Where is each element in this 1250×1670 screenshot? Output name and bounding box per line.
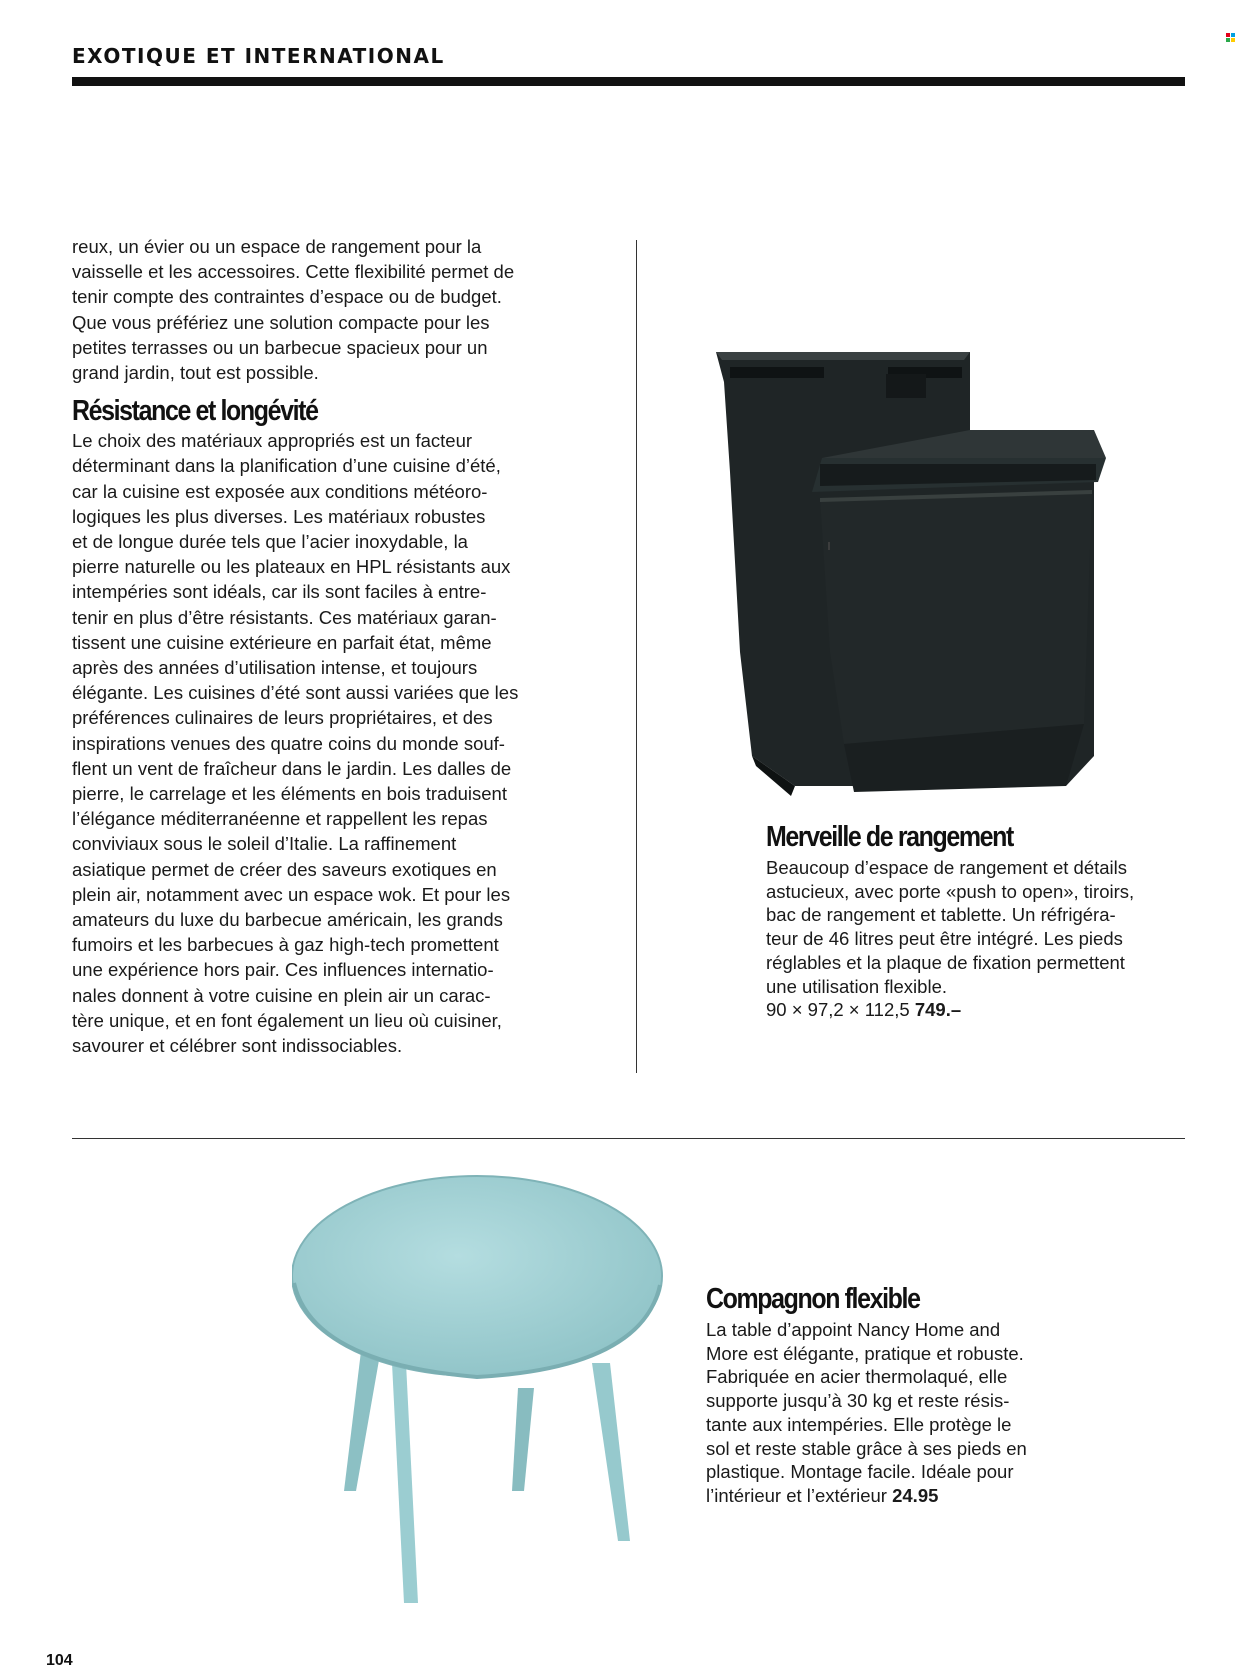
cabinet-description-text: Beaucoup d’espace de rangement et détails astucieux, avec porte «push to open», tiroirs, bac de rangement et tablette. Un réfrigéra- teur de 46 litres peut être intégré. Les pieds réglables et la plaque de fixation permettent une utilisation flexible. — [766, 857, 1135, 997]
column-divider — [636, 240, 637, 1073]
side-table-image — [292, 1173, 682, 1621]
section-title: EXOTIQUE ET INTERNATIONAL — [72, 44, 445, 68]
storage-cabinet-image — [712, 352, 1108, 822]
cabinet-description — [766, 856, 1166, 1022]
article-heading: Résistance et longévité — [72, 395, 318, 428]
cabinet-title: Merveille de rangement — [766, 821, 1013, 853]
cabinet-price: 749.– — [914, 999, 962, 1021]
header-rule — [72, 77, 1185, 86]
cabinet-caption — [766, 820, 1166, 1022]
table-title: Compagnon flexible — [706, 1283, 920, 1315]
table-description-text: La table d’appoint Nancy Home and More est élégante, pratique et robuste. Fabriquée en acier thermolaqué, elle supporte jusqu’à 30 kg et reste résis- tante aux intempéries. Elle protège le sol et reste stable grâce à ses pieds en plastique. Montage facile. Idéale pour l’intérieur et l’extérieur — [706, 1319, 1027, 1506]
article-column — [72, 234, 552, 1058]
article-body: Le choix des matériaux appropriés est un facteur déterminant dans la planification d’une cuisine d’été, car la cuisine est exposée aux conditions météoro- logiques les plus diverses. Les matériaux robustes et de longue durée tels que l’acier inoxydable, la pierre naturelle ou les plateaux en HPL résistants aux intempéries sont idéals, car ils sont faciles à entre- tenir en plus d’être résistants. Ces matériaux garan- tissent une cuisine extérieure en parfait état, même après des années d’utilisation intense, et toujours élégante. Les cuisines d’été sont aussi variées que les préférences culinaires de leurs propriétaires, et des inspirations venues des quatre coins du monde souf- flent un vent de fraîcheur dans le jardin. Les dalles de pierre, le carrelage et les éléments en bois traduisent l’élégance méditerranéenne et rappellent les repas conviviaux sous le soleil d’Italie. La raffinement asiatique permet de créer des saveurs exotiques en plein air, notamment avec un espace wok. Et pour les amateurs du luxe du barbecue américain, les grands fumoirs et les barbecues à gaz high-tech promettent une expérience hors pair. Ces influences internatio- nales donnent à votre cuisine en plein air un carac- tère unique, et en font également un lieu où cuisiner, savourer et célébrer sont indissociables. — [72, 430, 519, 1057]
table-caption — [706, 1282, 1106, 1508]
cabinet-dimensions: 90 × 97,2 × 112,5 — [766, 999, 915, 1021]
brand-logo-icon — [1226, 33, 1235, 42]
section-divider — [72, 1138, 1185, 1139]
article-intro: reux, un évier ou un espace de rangement pour la vaisselle et les accessoires. Cette flexibilité permet de tenir compte des contraintes d’espace ou de budget. Que vous préfériez une solution compacte pour les petites terrasses ou un barbecue spacieux pour un grand jardin, tout est possible. — [72, 236, 515, 384]
table-description — [706, 1318, 1106, 1508]
page-number: 104 — [46, 1652, 73, 1669]
table-price: 24.95 — [892, 1484, 939, 1506]
